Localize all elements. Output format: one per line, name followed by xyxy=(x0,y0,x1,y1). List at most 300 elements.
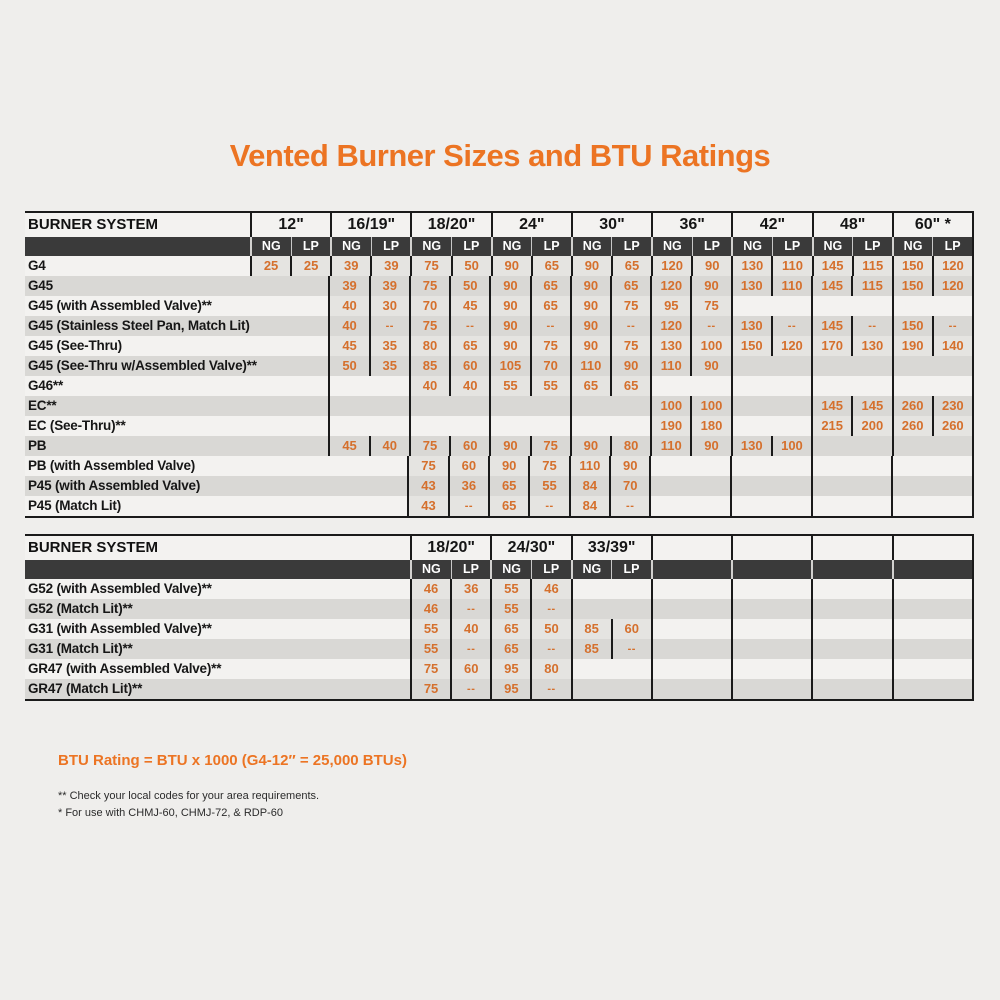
btu-value-cell: 65 xyxy=(610,376,650,396)
btu-value-cell: 39 xyxy=(332,256,370,276)
value-group xyxy=(892,639,972,659)
empty-cell xyxy=(691,496,730,516)
value-group xyxy=(569,476,650,496)
table-row xyxy=(25,679,972,699)
fuel-header-group xyxy=(731,237,811,256)
value-group xyxy=(328,356,408,376)
value-group xyxy=(651,599,731,619)
btu-value-cell: 120 xyxy=(660,278,683,293)
value-group xyxy=(731,276,811,296)
empty-cell xyxy=(368,496,407,516)
btu-value-cell: -- xyxy=(530,639,570,659)
value-group xyxy=(891,476,972,496)
btu-value-cell: 260 xyxy=(894,416,932,436)
value-group xyxy=(731,296,811,316)
btu-value-cell: 90 xyxy=(691,256,731,276)
value-group xyxy=(328,396,408,416)
fuel-column-header: NG xyxy=(502,239,522,253)
btu-value-cell: 90 xyxy=(690,436,730,456)
btu-value-cell: 260 xyxy=(932,416,972,436)
empty-cell xyxy=(894,356,933,376)
burner-system-label: PB (with Assembled Valve) xyxy=(28,458,196,473)
empty-cell xyxy=(289,296,328,316)
value-group xyxy=(250,356,328,376)
table-row xyxy=(25,336,972,356)
value-group xyxy=(731,619,811,639)
table-row xyxy=(25,296,972,316)
btu-value-cell: 90 xyxy=(493,256,531,276)
btu-value-cell: 130 xyxy=(733,256,771,276)
btu-value-cell: 65 xyxy=(504,641,519,656)
btu-value-cell: 150 xyxy=(901,278,924,293)
btu-value-cell: 45 xyxy=(342,438,357,453)
burner-system-label: G45 (See-Thru) xyxy=(28,338,122,353)
value-group xyxy=(328,436,408,456)
fuel-header-spacer xyxy=(25,560,410,579)
value-group xyxy=(489,396,569,416)
value-group xyxy=(892,316,972,336)
value-group xyxy=(571,619,651,639)
btu-value-cell: 75 xyxy=(690,296,730,316)
empty-cell xyxy=(813,476,852,496)
value-group xyxy=(649,456,730,476)
btu-value-cell: 75 xyxy=(530,336,570,356)
size-column-header: 60" * xyxy=(892,213,972,237)
empty-cell xyxy=(733,296,772,316)
btu-value-cell: 30 xyxy=(369,296,409,316)
burner-system-label: G45 (with Assembled Valve)** xyxy=(28,298,212,313)
btu-value-cell: 100 xyxy=(690,396,730,416)
value-group xyxy=(491,256,571,276)
burner-system-label: G31 (Match Lit)** xyxy=(28,641,133,656)
value-group xyxy=(489,416,569,436)
empty-cell xyxy=(852,456,891,476)
value-group xyxy=(570,296,650,316)
empty-cell xyxy=(813,436,852,456)
value-group xyxy=(409,396,489,416)
value-group xyxy=(731,256,811,276)
btu-value-cell: 70 xyxy=(411,296,449,316)
btu-value-cell: 75 xyxy=(610,296,650,316)
btu-value-cell: 43 xyxy=(421,478,436,493)
value-group xyxy=(571,256,651,276)
btu-value-cell: -- xyxy=(528,496,568,516)
btu-value-cell: 110 xyxy=(771,276,811,296)
value-group xyxy=(407,496,488,516)
btu-value-cell: 65 xyxy=(501,478,517,493)
empty-cell xyxy=(691,476,730,496)
value-group xyxy=(250,276,328,296)
size-column-header: 18/20" xyxy=(410,213,490,237)
value-group xyxy=(730,456,811,476)
value-group xyxy=(730,476,811,496)
fuel-header-row xyxy=(25,237,972,256)
value-group xyxy=(811,356,891,376)
btu-value-cell: 130 xyxy=(851,336,891,356)
value-group xyxy=(328,316,408,336)
empty-cell xyxy=(289,276,328,296)
btu-value-cell: 95 xyxy=(492,659,530,679)
value-group xyxy=(488,476,569,496)
burner-system-label: G45 (See-Thru w/Assembled Valve)** xyxy=(28,358,257,373)
btu-value-cell: 65 xyxy=(530,296,570,316)
btu-value-cell: -- xyxy=(450,679,490,699)
burner-system-label: GR47 (with Assembled Valve)** xyxy=(28,661,222,676)
value-group xyxy=(811,276,891,296)
size-column-header: 16/19" xyxy=(330,213,410,237)
value-group xyxy=(811,296,891,316)
fuel-header-group xyxy=(812,237,892,256)
empty-cell xyxy=(330,396,369,416)
empty-cell xyxy=(289,496,328,516)
value-group xyxy=(410,599,490,619)
btu-value-cell: 60 xyxy=(449,436,489,456)
empty-cell xyxy=(289,376,328,396)
value-group xyxy=(571,659,651,679)
fuel-column-header: NG xyxy=(743,239,762,253)
empty-cell xyxy=(651,476,690,496)
empty-cell xyxy=(933,296,972,316)
btu-value-cell: 39 xyxy=(369,276,409,296)
value-group xyxy=(651,639,731,659)
empty-cell xyxy=(250,416,289,436)
btu-value-cell: 90 xyxy=(573,256,611,276)
value-group xyxy=(570,436,650,456)
empty-cell xyxy=(572,416,611,436)
btu-value-cell: 110 xyxy=(571,456,609,476)
value-group xyxy=(250,256,330,276)
btu-value-cell: -- xyxy=(611,639,651,659)
btu-value-cell: 95 xyxy=(652,296,690,316)
value-group xyxy=(250,416,328,436)
table-row xyxy=(25,376,972,396)
fuel-column-header: LP xyxy=(772,237,812,256)
btu-value-cell: 35 xyxy=(369,356,409,376)
value-group xyxy=(489,316,569,336)
burner-system-label: P45 (with Assembled Valve) xyxy=(28,478,201,493)
fuel-column-header: NG xyxy=(502,562,521,576)
value-group xyxy=(731,356,811,376)
btu-value-cell: 150 xyxy=(733,336,771,356)
btu-value-cell: 145 xyxy=(821,318,844,333)
btu-value-cell: 150 xyxy=(901,318,924,333)
empty-cell xyxy=(612,599,651,619)
btu-value-cell: 65 xyxy=(492,619,530,639)
btu-value-cell: 75 xyxy=(422,438,438,453)
value-group xyxy=(650,296,730,316)
empty-cell xyxy=(289,436,328,456)
value-group xyxy=(489,376,569,396)
empty-cell xyxy=(289,336,328,356)
value-group xyxy=(650,356,730,376)
value-group xyxy=(892,336,972,356)
empty-cell xyxy=(732,496,771,516)
btu-value-cell: 45 xyxy=(449,296,489,316)
value-group xyxy=(250,316,328,336)
value-group xyxy=(649,476,730,496)
size-column-header xyxy=(731,536,811,560)
btu-value-cell: 80 xyxy=(530,659,570,679)
value-group xyxy=(571,639,651,659)
value-group xyxy=(570,396,650,416)
btu-value-cell: 90 xyxy=(583,278,599,293)
value-group xyxy=(489,296,569,316)
btu-value-cell: 50 xyxy=(449,276,489,296)
btu-value-cell: 75 xyxy=(412,256,450,276)
btu-value-cell: 230 xyxy=(932,396,972,416)
empty-cell xyxy=(250,296,289,316)
value-group xyxy=(488,456,569,476)
btu-value-cell: 120 xyxy=(653,256,691,276)
btu-value-cell: 170 xyxy=(813,336,851,356)
btu-value-cell: -- xyxy=(690,316,730,336)
empty-cell xyxy=(289,356,328,376)
table-row xyxy=(25,496,972,516)
btu-value-cell: 90 xyxy=(572,296,610,316)
empty-cell xyxy=(250,396,289,416)
value-group xyxy=(892,619,972,639)
btu-value-cell: 100 xyxy=(660,398,683,413)
btu-value-cell: 80 xyxy=(610,436,650,456)
value-group xyxy=(250,436,328,456)
empty-cell xyxy=(330,416,369,436)
value-group xyxy=(811,436,891,456)
fuel-column-header: LP xyxy=(611,237,651,256)
empty-cell xyxy=(370,376,409,396)
value-group xyxy=(490,579,570,599)
value-group xyxy=(731,679,811,699)
value-group xyxy=(410,619,490,639)
empty-cell xyxy=(852,496,891,516)
empty-cell xyxy=(813,496,852,516)
fuel-header-spacer xyxy=(25,237,250,256)
empty-cell xyxy=(933,436,972,456)
empty-cell xyxy=(368,476,407,496)
btu-value-cell: 70 xyxy=(530,356,570,376)
fuel-header-group xyxy=(892,560,972,579)
btu-value-cell: -- xyxy=(771,316,811,336)
empty-cell xyxy=(651,496,690,516)
btu-value-cell: 110 xyxy=(660,438,682,453)
value-group xyxy=(651,659,731,679)
empty-cell xyxy=(894,296,933,316)
empty-cell xyxy=(933,476,972,496)
btu-value-cell: 190 xyxy=(894,336,932,356)
btu-value-cell: 105 xyxy=(499,358,522,373)
empty-cell xyxy=(491,416,530,436)
btu-value-cell: 75 xyxy=(610,336,650,356)
btu-value-cell: 40 xyxy=(369,436,409,456)
value-group xyxy=(811,579,891,599)
btu-value-cell: 120 xyxy=(932,256,972,276)
size-column-header: 24" xyxy=(491,213,571,237)
table-row xyxy=(25,396,972,416)
empty-cell xyxy=(250,476,289,496)
btu-value-cell: -- xyxy=(609,496,649,516)
value-group xyxy=(250,476,329,496)
empty-cell xyxy=(733,396,772,416)
empty-cell xyxy=(733,376,772,396)
btu-value-cell: 90 xyxy=(690,276,730,296)
btu-value-cell: -- xyxy=(448,496,488,516)
fuel-column-header: NG xyxy=(421,562,441,576)
empty-cell xyxy=(250,436,289,456)
value-group xyxy=(811,619,891,639)
btu-value-cell: 65 xyxy=(611,256,651,276)
value-group xyxy=(650,396,730,416)
btu-value-cell: 120 xyxy=(771,336,811,356)
value-group xyxy=(892,659,972,679)
empty-cell xyxy=(611,416,650,436)
value-group xyxy=(892,579,972,599)
value-group xyxy=(570,376,650,396)
btu-value-cell: 60 xyxy=(449,356,489,376)
empty-cell xyxy=(289,416,328,436)
value-group xyxy=(488,496,569,516)
size-column-header xyxy=(892,536,972,560)
empty-cell xyxy=(933,376,972,396)
value-group xyxy=(569,496,650,516)
btu-value-cell: 90 xyxy=(503,278,518,293)
btu-value-cell: 43 xyxy=(409,496,447,516)
btu-rating-note: BTU Rating = BTU x 1000 (G4-12″ = 25,000 BTUs) xyxy=(58,752,407,769)
empty-cell xyxy=(289,316,328,336)
value-group xyxy=(570,276,650,296)
fuel-header-group xyxy=(571,237,651,256)
btu-value-cell: 180 xyxy=(690,416,730,436)
btu-value-cell: 75 xyxy=(423,681,439,696)
empty-cell xyxy=(652,376,691,396)
value-group xyxy=(651,679,731,699)
value-group xyxy=(490,639,570,659)
value-group xyxy=(569,456,650,476)
value-group xyxy=(409,296,489,316)
value-group xyxy=(490,679,570,699)
value-group xyxy=(407,476,488,496)
value-group xyxy=(329,456,408,476)
page-title: Vented Burner Sizes and BTU Ratings xyxy=(229,138,771,173)
btu-value-cell: 46 xyxy=(412,579,450,599)
empty-cell xyxy=(771,496,810,516)
value-group xyxy=(571,579,651,599)
value-group xyxy=(892,276,972,296)
btu-value-cell: -- xyxy=(449,316,489,336)
empty-cell xyxy=(933,456,972,476)
value-group xyxy=(571,599,651,619)
empty-cell xyxy=(289,456,328,476)
size-column-header: 42" xyxy=(731,213,811,237)
size-column-header xyxy=(651,536,731,560)
btu-value-cell: 84 xyxy=(571,496,609,516)
value-group xyxy=(489,336,569,356)
btu-value-cell: 140 xyxy=(932,336,972,356)
btu-value-cell: 115 xyxy=(852,256,892,276)
btu-value-cell: 115 xyxy=(851,276,891,296)
fuel-header-group xyxy=(651,237,731,256)
empty-cell xyxy=(893,476,932,496)
empty-cell xyxy=(852,376,891,396)
btu-value-cell: 50 xyxy=(451,256,491,276)
empty-cell xyxy=(893,456,932,476)
btu-value-cell: -- xyxy=(530,316,570,336)
value-group xyxy=(250,396,328,416)
value-group xyxy=(891,496,972,516)
value-group xyxy=(811,659,891,679)
btu-value-cell: 90 xyxy=(610,356,650,376)
empty-cell xyxy=(732,456,771,476)
value-group xyxy=(731,416,811,436)
value-group xyxy=(731,376,811,396)
value-group xyxy=(328,336,408,356)
table-row xyxy=(25,599,972,619)
btu-value-cell: 55 xyxy=(528,476,568,496)
empty-cell xyxy=(329,476,368,496)
btu-value-cell: -- xyxy=(530,679,570,699)
value-group xyxy=(811,316,891,336)
value-group xyxy=(409,376,489,396)
value-group xyxy=(892,296,972,316)
value-group xyxy=(811,496,892,516)
value-group xyxy=(731,639,811,659)
empty-cell xyxy=(289,476,328,496)
empty-cell xyxy=(813,296,852,316)
btu-value-cell: 75 xyxy=(528,456,568,476)
empty-cell xyxy=(411,396,450,416)
btu-value-cell: 40 xyxy=(342,318,357,333)
value-group xyxy=(650,416,730,436)
btu-value-cell: 145 xyxy=(821,398,844,413)
btu-value-cell: -- xyxy=(610,316,650,336)
btu-value-cell: 90 xyxy=(491,336,529,356)
empty-cell xyxy=(250,336,289,356)
table-row xyxy=(25,659,972,679)
value-group xyxy=(409,356,489,376)
btu-value-cell: 60 xyxy=(450,659,490,679)
fuel-column-header: NG xyxy=(261,239,281,253)
empty-cell xyxy=(330,376,369,396)
btu-value-cell: 60 xyxy=(448,456,488,476)
btu-value-cell: 39 xyxy=(370,256,410,276)
btu-value-cell: 90 xyxy=(690,356,730,376)
empty-cell xyxy=(813,456,852,476)
burner-system-label: G46** xyxy=(28,378,64,393)
footnote-for-use: * For use with CHMJ-60, CHMJ-72, & RDP-60 xyxy=(58,807,283,819)
fuel-header-group xyxy=(250,237,330,256)
empty-cell xyxy=(813,376,852,396)
table-header-label: BURNER SYSTEM xyxy=(28,539,159,556)
fuel-column-header: LP xyxy=(451,560,491,579)
btu-value-cell: 90 xyxy=(503,438,518,453)
value-group xyxy=(811,396,891,416)
btu-value-cell: 110 xyxy=(660,358,682,373)
btu-value-cell: -- xyxy=(450,639,490,659)
vented-burner-table-primary xyxy=(25,211,974,518)
value-group xyxy=(410,639,490,659)
table-row xyxy=(25,456,972,476)
empty-cell xyxy=(852,296,891,316)
value-group xyxy=(651,579,731,599)
btu-value-cell: 46 xyxy=(423,601,439,616)
value-group xyxy=(410,659,490,679)
btu-value-cell: 110 xyxy=(771,256,811,276)
size-column-header: 33/39" xyxy=(571,536,651,560)
btu-value-cell: 36 xyxy=(448,476,488,496)
empty-cell xyxy=(573,599,612,619)
fuel-header-group xyxy=(811,560,891,579)
value-group xyxy=(812,256,892,276)
btu-value-cell: 75 xyxy=(530,436,570,456)
value-group xyxy=(892,396,972,416)
